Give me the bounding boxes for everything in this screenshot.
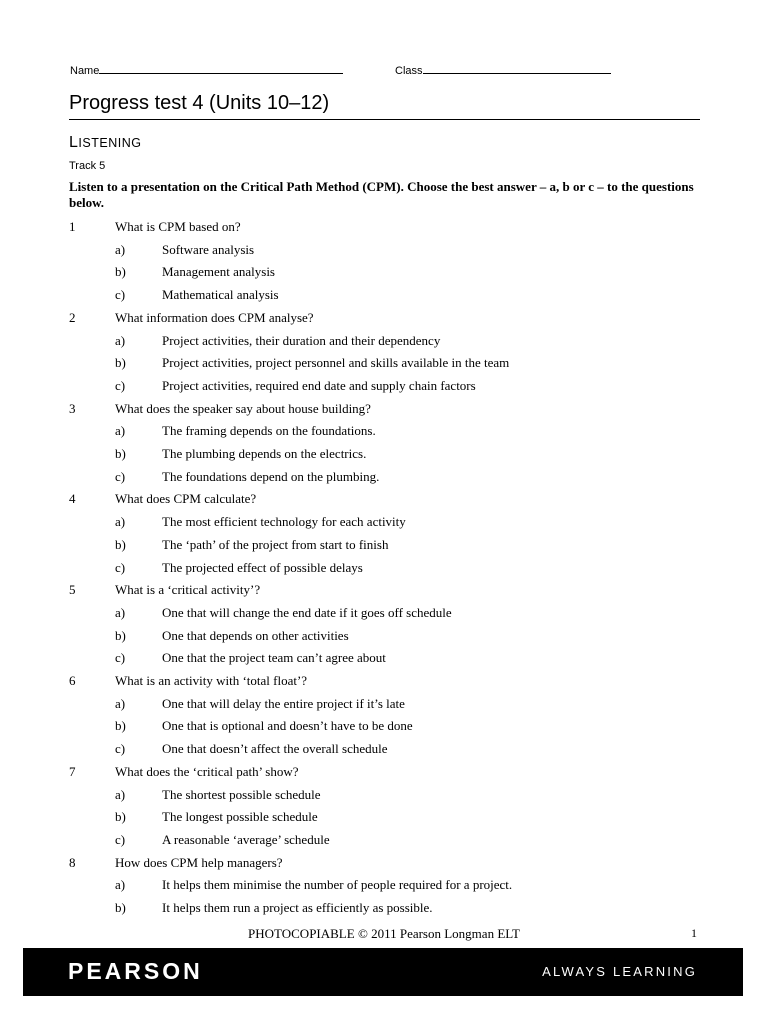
track-label: Track 5 [69, 160, 106, 172]
option-letter[interactable]: a) [115, 787, 126, 802]
question-number: 1 [69, 219, 76, 234]
option-letter[interactable]: b) [115, 718, 126, 733]
option-text[interactable]: It helps them run a project as efficiently as possible. [162, 900, 433, 915]
option-letter[interactable]: a) [115, 605, 126, 620]
section-heading-initial: L [69, 134, 79, 151]
question-number: 7 [69, 764, 76, 779]
option-letter[interactable]: c) [115, 378, 126, 393]
question-text: What is an activity with ‘total float’? [115, 673, 308, 688]
question-number: 4 [69, 491, 76, 506]
option-text[interactable]: One that is optional and doesn’t have to be done [162, 718, 413, 733]
title-divider [69, 119, 700, 120]
option-text[interactable]: The projected effect of possible delays [162, 560, 363, 575]
brand-tagline: ALWAYS LEARNING [542, 964, 697, 979]
option-text[interactable]: The plumbing depends on the electrics. [162, 446, 367, 461]
name-blank-line[interactable] [99, 62, 343, 74]
question-text: What does the speaker say about house building? [115, 401, 371, 416]
name-label: Name [70, 65, 100, 77]
option-letter[interactable]: a) [115, 877, 126, 892]
question-number: 6 [69, 673, 76, 688]
option-letter[interactable]: b) [115, 900, 126, 915]
option-letter[interactable]: c) [115, 560, 126, 575]
option-text[interactable]: Project activities, their duration and their dependency [162, 333, 441, 348]
option-letter[interactable]: b) [115, 537, 126, 552]
option-letter[interactable]: c) [115, 650, 126, 665]
option-letter[interactable]: a) [115, 514, 126, 529]
question-text: What does CPM calculate? [115, 491, 257, 506]
option-letter[interactable]: b) [115, 355, 126, 370]
option-letter[interactable]: c) [115, 469, 126, 484]
copyright-notice: PHOTOCOPIABLE © 2011 Pearson Longman ELT [248, 926, 520, 941]
question-text: How does CPM help managers? [115, 855, 283, 870]
question-number: 5 [69, 582, 76, 597]
question-text: What information does CPM analyse? [115, 310, 314, 325]
option-text[interactable]: It helps them minimise the number of people required for a project. [162, 877, 513, 892]
pearson-logo: PEARSON [68, 958, 203, 984]
option-letter[interactable]: a) [115, 696, 126, 711]
question-text: What is CPM based on? [115, 219, 241, 234]
option-text[interactable]: One that doesn’t affect the overall schedule [162, 741, 388, 756]
option-letter[interactable]: b) [115, 809, 126, 824]
option-text[interactable]: Mathematical analysis [162, 287, 279, 302]
instructions: Listen to a presentation on the Critical Path Method (CPM). Choose the best answer – a, b or c – to the questions below. [69, 179, 694, 210]
name-field[interactable] [70, 62, 343, 77]
option-letter[interactable]: b) [115, 628, 126, 643]
section-heading-rest: ISTENING [78, 136, 142, 150]
option-text[interactable]: The shortest possible schedule [162, 787, 321, 802]
option-letter[interactable]: b) [115, 264, 126, 279]
page-number: 1 [691, 926, 697, 940]
option-letter[interactable]: c) [115, 741, 126, 756]
option-text[interactable]: The framing depends on the foundations. [162, 423, 376, 438]
option-text[interactable]: One that the project team can’t agree about [162, 650, 386, 665]
option-letter[interactable]: a) [115, 333, 126, 348]
class-blank-line[interactable] [423, 62, 611, 74]
option-letter[interactable]: c) [115, 832, 126, 847]
question-text: What does the ‘critical path’ show? [115, 764, 299, 779]
option-text[interactable]: The most efficient technology for each activity [162, 514, 406, 529]
option-text[interactable]: Management analysis [162, 264, 275, 279]
option-text[interactable]: The ‘path’ of the project from start to finish [162, 537, 389, 552]
option-text[interactable]: Project activities, project personnel and skills available in the team [162, 355, 510, 370]
brand-bar [23, 948, 743, 996]
option-text[interactable]: Software analysis [162, 242, 255, 257]
option-text[interactable]: The foundations depend on the plumbing. [162, 469, 380, 484]
question-text: What is a ‘critical activity’? [115, 582, 261, 597]
class-label: Class [395, 65, 423, 77]
option-letter[interactable]: a) [115, 423, 126, 438]
section-heading [69, 134, 141, 152]
option-text[interactable]: One that will change the end date if it goes off schedule [162, 605, 452, 620]
class-field[interactable] [395, 62, 611, 77]
option-text[interactable]: One that will delay the entire project if it’s late [162, 696, 405, 711]
option-letter[interactable]: a) [115, 242, 126, 257]
question-number: 8 [69, 855, 76, 870]
option-letter[interactable]: b) [115, 446, 126, 461]
option-text[interactable]: One that depends on other activities [162, 628, 349, 643]
option-letter[interactable]: c) [115, 287, 126, 302]
question-number: 2 [69, 310, 76, 325]
question-number: 3 [69, 401, 76, 416]
option-text[interactable]: A reasonable ‘average’ schedule [162, 832, 330, 847]
option-text[interactable]: Project activities, required end date and supply chain factors [162, 378, 476, 393]
page-title: Progress test 4 (Units 10–12) [69, 92, 330, 114]
option-text[interactable]: The longest possible schedule [162, 809, 318, 824]
